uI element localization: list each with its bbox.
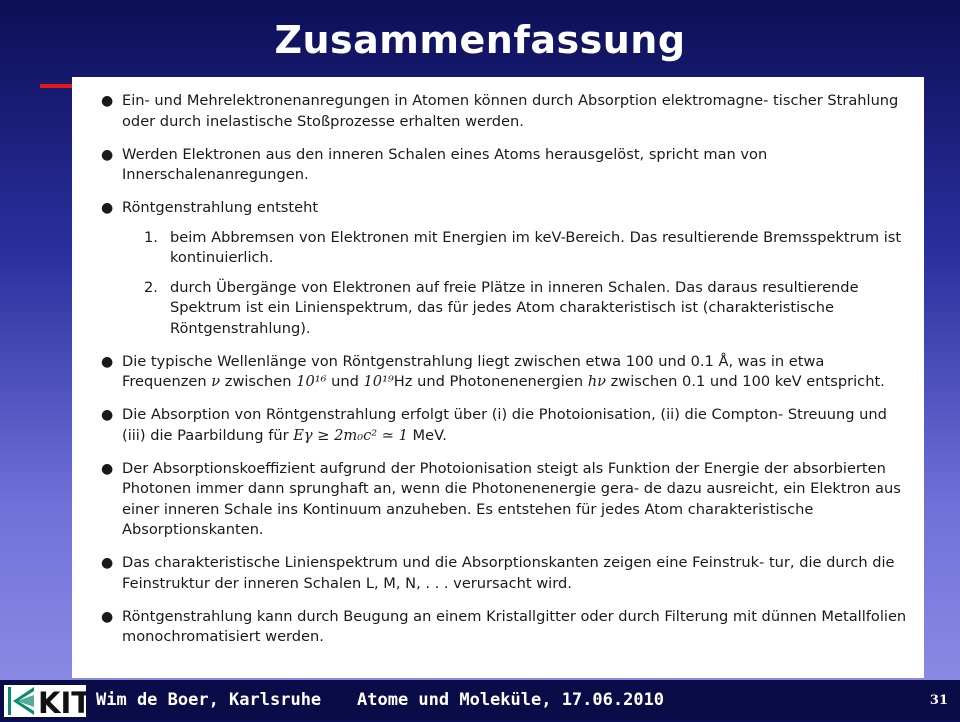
- sub-item: [122, 278, 913, 340]
- bullet-icon: ●: [101, 93, 114, 109]
- footer-lecture: Atome und Moleküle, 17.06.2010: [357, 690, 665, 710]
- bullet-icon: ●: [101, 353, 114, 370]
- item-text: Die typische Wellenlänge von Röntgenstrahlung liegt zwischen etwa 100 und 0.1 Å, was in etwa Frequenzen: [122, 352, 825, 390]
- bullet-icon: ●: [101, 555, 114, 571]
- list-item: [98, 198, 913, 339]
- list-item: [98, 553, 913, 594]
- footer-author: Wim de Boer, Karlsruhe: [96, 690, 322, 710]
- item-text: Die Absorption von Röntgenstrahlung erfolgt über (i) die Photoionisation, (ii) die Compton- Streuung und (iii) die Paarbildung für: [122, 406, 887, 444]
- summary-list: [98, 91, 913, 660]
- sub-item-number: 2.: [144, 278, 158, 296]
- item-text: Hz und Photonenenergien: [393, 373, 588, 390]
- math-exponent-19: 10¹⁹: [363, 373, 394, 390]
- kit-logo-icon: [4, 685, 86, 717]
- math-photon-energy: hν: [587, 373, 606, 390]
- sub-item: [122, 228, 913, 269]
- item-text: zwischen 0.1 und 100 keV entspricht.: [606, 373, 885, 390]
- item-text: und: [326, 373, 364, 390]
- item-text: Der Absorptionskoeffizient aufgrund der Photoionisation steigt als Funktion der Energie der absorbierten Photonen immer dann sprunghaft an, wenn die Photonenenergie gera- de dazu ausreicht, ein Elektron aus einer inneren Schale ins Kontinuum anzuheben. Es entstehen für jedes Atom charakteristische Absorptionskanten.: [122, 459, 901, 538]
- math-frequency-symbol: ν: [211, 373, 221, 390]
- item-text: MeV.: [407, 426, 447, 444]
- list-item: [98, 91, 913, 132]
- item-text: Röntgenstrahlung kann durch Beugung an einem Kristallgitter oder durch Filterung mit dünnen Metallfolien monochromatisiert werden.: [122, 607, 907, 645]
- kit-logo: [4, 685, 86, 717]
- kit-logo-text: KIT: [38, 686, 86, 717]
- item-text: Das charakteristische Linienspektrum und die Absorptionskanten zeigen eine Feinstruk- tur, die durch die Feinstruktur der inneren Schalen L, M, N, . . . verursacht wird.: [122, 554, 895, 592]
- slide-title: Zusammenfassung: [274, 18, 686, 62]
- sub-item-text: durch Übergänge von Elektronen auf freie Plätze in inneren Schalen. Das daraus resultierende Spektrum ist ein Linienspektrum, das für jedes Atom charakteristisch ist (charakteristische Röntgenstrahlung).: [170, 278, 859, 337]
- summary-document: [72, 77, 924, 678]
- item-text: zwischen: [220, 373, 297, 390]
- list-item: [98, 145, 913, 186]
- bullet-icon: ●: [101, 200, 114, 216]
- item-text: Röntgenstrahlung entsteht: [122, 199, 319, 216]
- list-item: [98, 352, 913, 393]
- list-item: [98, 459, 913, 541]
- sub-item-text: beim Abbremsen von Elektronen mit Energien im keV-Bereich. Das resultierende Bremsspektrum ist kontinuierlich.: [170, 228, 902, 266]
- sub-item-number: 1.: [144, 228, 158, 246]
- item-text: Ein- und Mehrelektronenanregungen in Atomen können durch Absorption elektromagne- tischer Strahlung oder durch inelastische Stoßprozesse erhalten werden.: [122, 92, 899, 130]
- bullet-icon: ●: [101, 146, 114, 163]
- list-item: [98, 405, 913, 446]
- bullet-icon: ●: [101, 608, 114, 625]
- math-exponent-16: 10¹⁶: [296, 373, 327, 390]
- list-item: [98, 607, 913, 648]
- bullet-icon: ●: [101, 407, 114, 423]
- item-text: Werden Elektronen aus den inneren Schalen eines Atoms herausgelöst, spricht man von Innerschalenanregungen.: [122, 145, 768, 183]
- bullet-icon: ●: [101, 460, 114, 477]
- math-pair-threshold: Eγ ≥ 2m₀c² ≃ 1: [293, 426, 408, 444]
- page-number: 31: [929, 693, 948, 708]
